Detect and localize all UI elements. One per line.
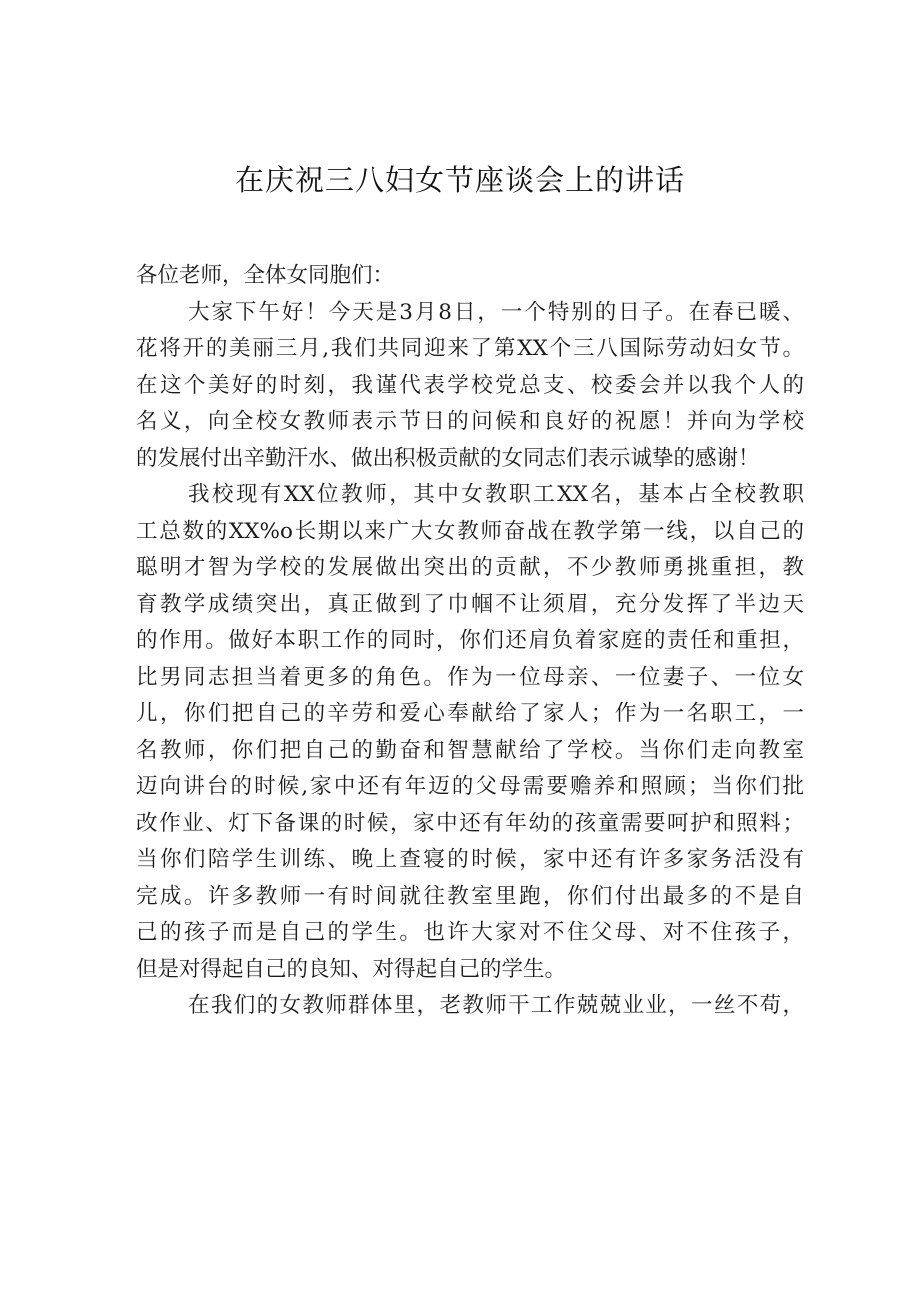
document-body	[136, 258, 804, 1025]
paragraph-2-line-5: 的作用。做好本职工作的同时，你们还肩负着家庭的责任和重担，	[136, 628, 804, 653]
paragraph-2-line-7: 儿，你们把自己的辛劳和爱心奉献给了家人；作为一名职工，一	[136, 701, 804, 726]
paragraph-2-line-13: 己的孩子而是自己的学生。也许大家对不住父母、对不住孩子，	[136, 920, 804, 945]
paragraph-1-line-3: 在这个美好的时刻，我谨代表学校党总支、校委会并以我个人的	[136, 372, 804, 398]
paragraph-2-line-4: 育教学成绩突出，真正做到了巾帼不让须眉，充分发挥了半边天	[136, 591, 804, 617]
paragraph-2-line-10: 改作业、灯下备课的时候，家中还有年幼的孩童需要呵护和照料；	[136, 810, 804, 836]
paragraph-2-line-11: 当你们陪学生训练、晚上查寝的时候，家中还有许多家务活没有	[136, 847, 804, 872]
paragraph-1-line-4: 名义，向全校女教师表示节日的问候和良好的祝愿！并向为学校	[136, 409, 804, 434]
paragraph-2-line-6: 比男同志担当着更多的角色。作为一位母亲、一位妻子、一位女	[136, 664, 804, 690]
paragraph-3-line-1: 在我们的女教师群体里，老教师干工作兢兢业业，一丝不苟，	[188, 993, 804, 1018]
paragraph-1-line-1: 大家下午好！今天是3月8日，一个特别的日子。在春已暖、	[188, 299, 804, 325]
paragraph-2-line-1: 我校现有XX位教师，其中女教职工XX名，基本占全校教职	[188, 482, 804, 507]
document-title: 在庆祝三八妇女节座谈会上的讲话	[234, 163, 685, 197]
paragraph-2-line-12: 完成。许多教师一有时间就往教室里跑，你们付出最多的不是自	[136, 883, 804, 909]
paragraph-2-line-8: 名教师，你们把自己的勤奋和智慧献给了学校。当你们走向教室	[136, 737, 804, 763]
paragraph-1-line-2: 花将开的美丽三月,我们共同迎来了第XX个三八国际劳动妇女节。	[136, 336, 804, 361]
paragraph-1-line-5: 的发展付出辛勤汗水、做出积极贡献的女同志们表示诚挚的感谢！	[136, 445, 760, 471]
paragraph-2-line-9: 迈向讲台的时候,家中还有年迈的父母需要赡养和照顾；当你们批	[136, 774, 804, 799]
paragraph-2-line-3: 聪明才智为学校的发展做出突出的贡献，不少教师勇挑重担，教	[136, 555, 804, 580]
salutation: 各位老师，全体女同胞们：	[136, 263, 395, 288]
paragraph-2-line-14: 但是对得起自己的良知、对得起自己的学生。	[136, 956, 567, 982]
paragraph-2-line-2: 工总数的XX%o长期以来广大女教师奋战在教学第一线，以自己的	[136, 518, 804, 544]
